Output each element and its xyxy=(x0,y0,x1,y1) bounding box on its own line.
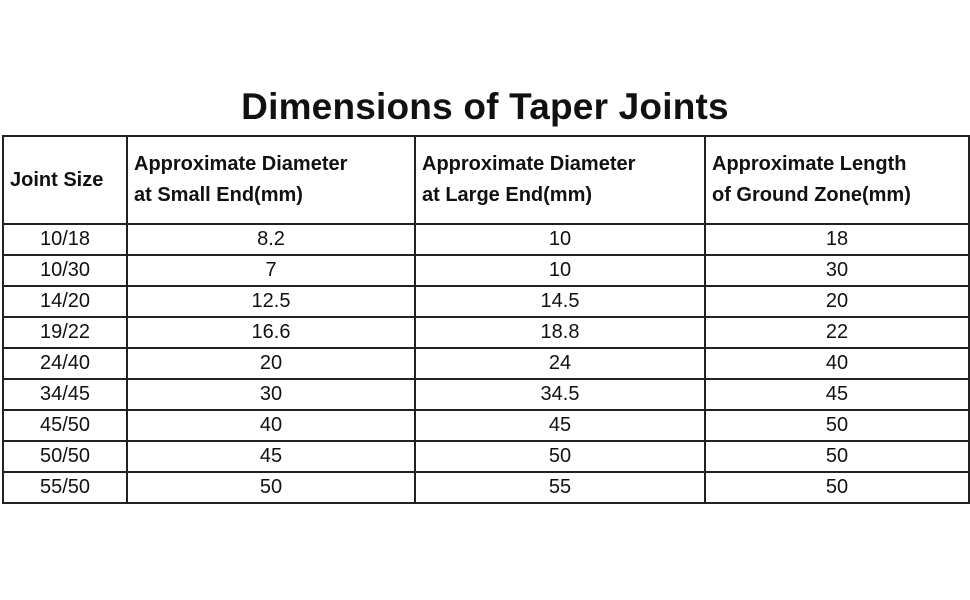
cell-small-end: 50 xyxy=(127,472,415,503)
cell-large-end: 50 xyxy=(415,441,705,472)
cell-ground-zone: 50 xyxy=(705,441,969,472)
cell-ground-zone: 50 xyxy=(705,410,969,441)
cell-large-end: 24 xyxy=(415,348,705,379)
table-row xyxy=(3,441,969,472)
cell-joint-size: 24/40 xyxy=(3,348,127,379)
header-joint-size xyxy=(3,136,127,224)
cell-large-end: 18.8 xyxy=(415,317,705,348)
cell-joint-size: 55/50 xyxy=(3,472,127,503)
table-row xyxy=(3,472,969,503)
table-header-row xyxy=(3,136,969,224)
cell-large-end: 45 xyxy=(415,410,705,441)
cell-small-end: 8.2 xyxy=(127,224,415,255)
table-row xyxy=(3,410,969,441)
taper-joints-table xyxy=(2,135,970,504)
header-line: Approximate Diameter xyxy=(134,153,348,175)
cell-large-end: 55 xyxy=(415,472,705,503)
header-line: of Ground Zone(mm) xyxy=(712,184,911,206)
cell-large-end: 10 xyxy=(415,255,705,286)
header-line: at Small End(mm) xyxy=(134,184,303,206)
header-small-end-diameter xyxy=(127,136,415,224)
header-line: Approximate Diameter xyxy=(422,153,636,175)
cell-joint-size: 10/18 xyxy=(3,224,127,255)
cell-ground-zone: 30 xyxy=(705,255,969,286)
cell-joint-size: 14/20 xyxy=(3,286,127,317)
cell-small-end: 40 xyxy=(127,410,415,441)
table-row xyxy=(3,224,969,255)
table-row xyxy=(3,379,969,410)
cell-ground-zone: 18 xyxy=(705,224,969,255)
cell-small-end: 45 xyxy=(127,441,415,472)
cell-joint-size: 50/50 xyxy=(3,441,127,472)
header-line: Approximate Length xyxy=(712,153,907,175)
cell-small-end: 30 xyxy=(127,379,415,410)
table-row xyxy=(3,286,969,317)
table-row xyxy=(3,348,969,379)
cell-large-end: 14.5 xyxy=(415,286,705,317)
cell-small-end: 7 xyxy=(127,255,415,286)
header-line: Joint Size xyxy=(10,168,104,191)
header-line: at Large End(mm) xyxy=(422,184,593,206)
cell-ground-zone: 50 xyxy=(705,472,969,503)
cell-small-end: 16.6 xyxy=(127,317,415,348)
cell-small-end: 12.5 xyxy=(127,286,415,317)
table-row xyxy=(3,255,969,286)
cell-large-end: 34.5 xyxy=(415,379,705,410)
cell-joint-size: 45/50 xyxy=(3,410,127,441)
cell-ground-zone: 22 xyxy=(705,317,969,348)
cell-joint-size: 19/22 xyxy=(3,317,127,348)
cell-small-end: 20 xyxy=(127,348,415,379)
header-large-end-diameter xyxy=(415,136,705,224)
cell-joint-size: 10/30 xyxy=(3,255,127,286)
cell-ground-zone: 40 xyxy=(705,348,969,379)
cell-ground-zone: 20 xyxy=(705,286,969,317)
cell-joint-size: 34/45 xyxy=(3,379,127,410)
table-row xyxy=(3,317,969,348)
cell-large-end: 10 xyxy=(415,224,705,255)
page-title: Dimensions of Taper Joints xyxy=(241,86,729,127)
cell-ground-zone: 45 xyxy=(705,379,969,410)
header-ground-zone-length xyxy=(705,136,969,224)
